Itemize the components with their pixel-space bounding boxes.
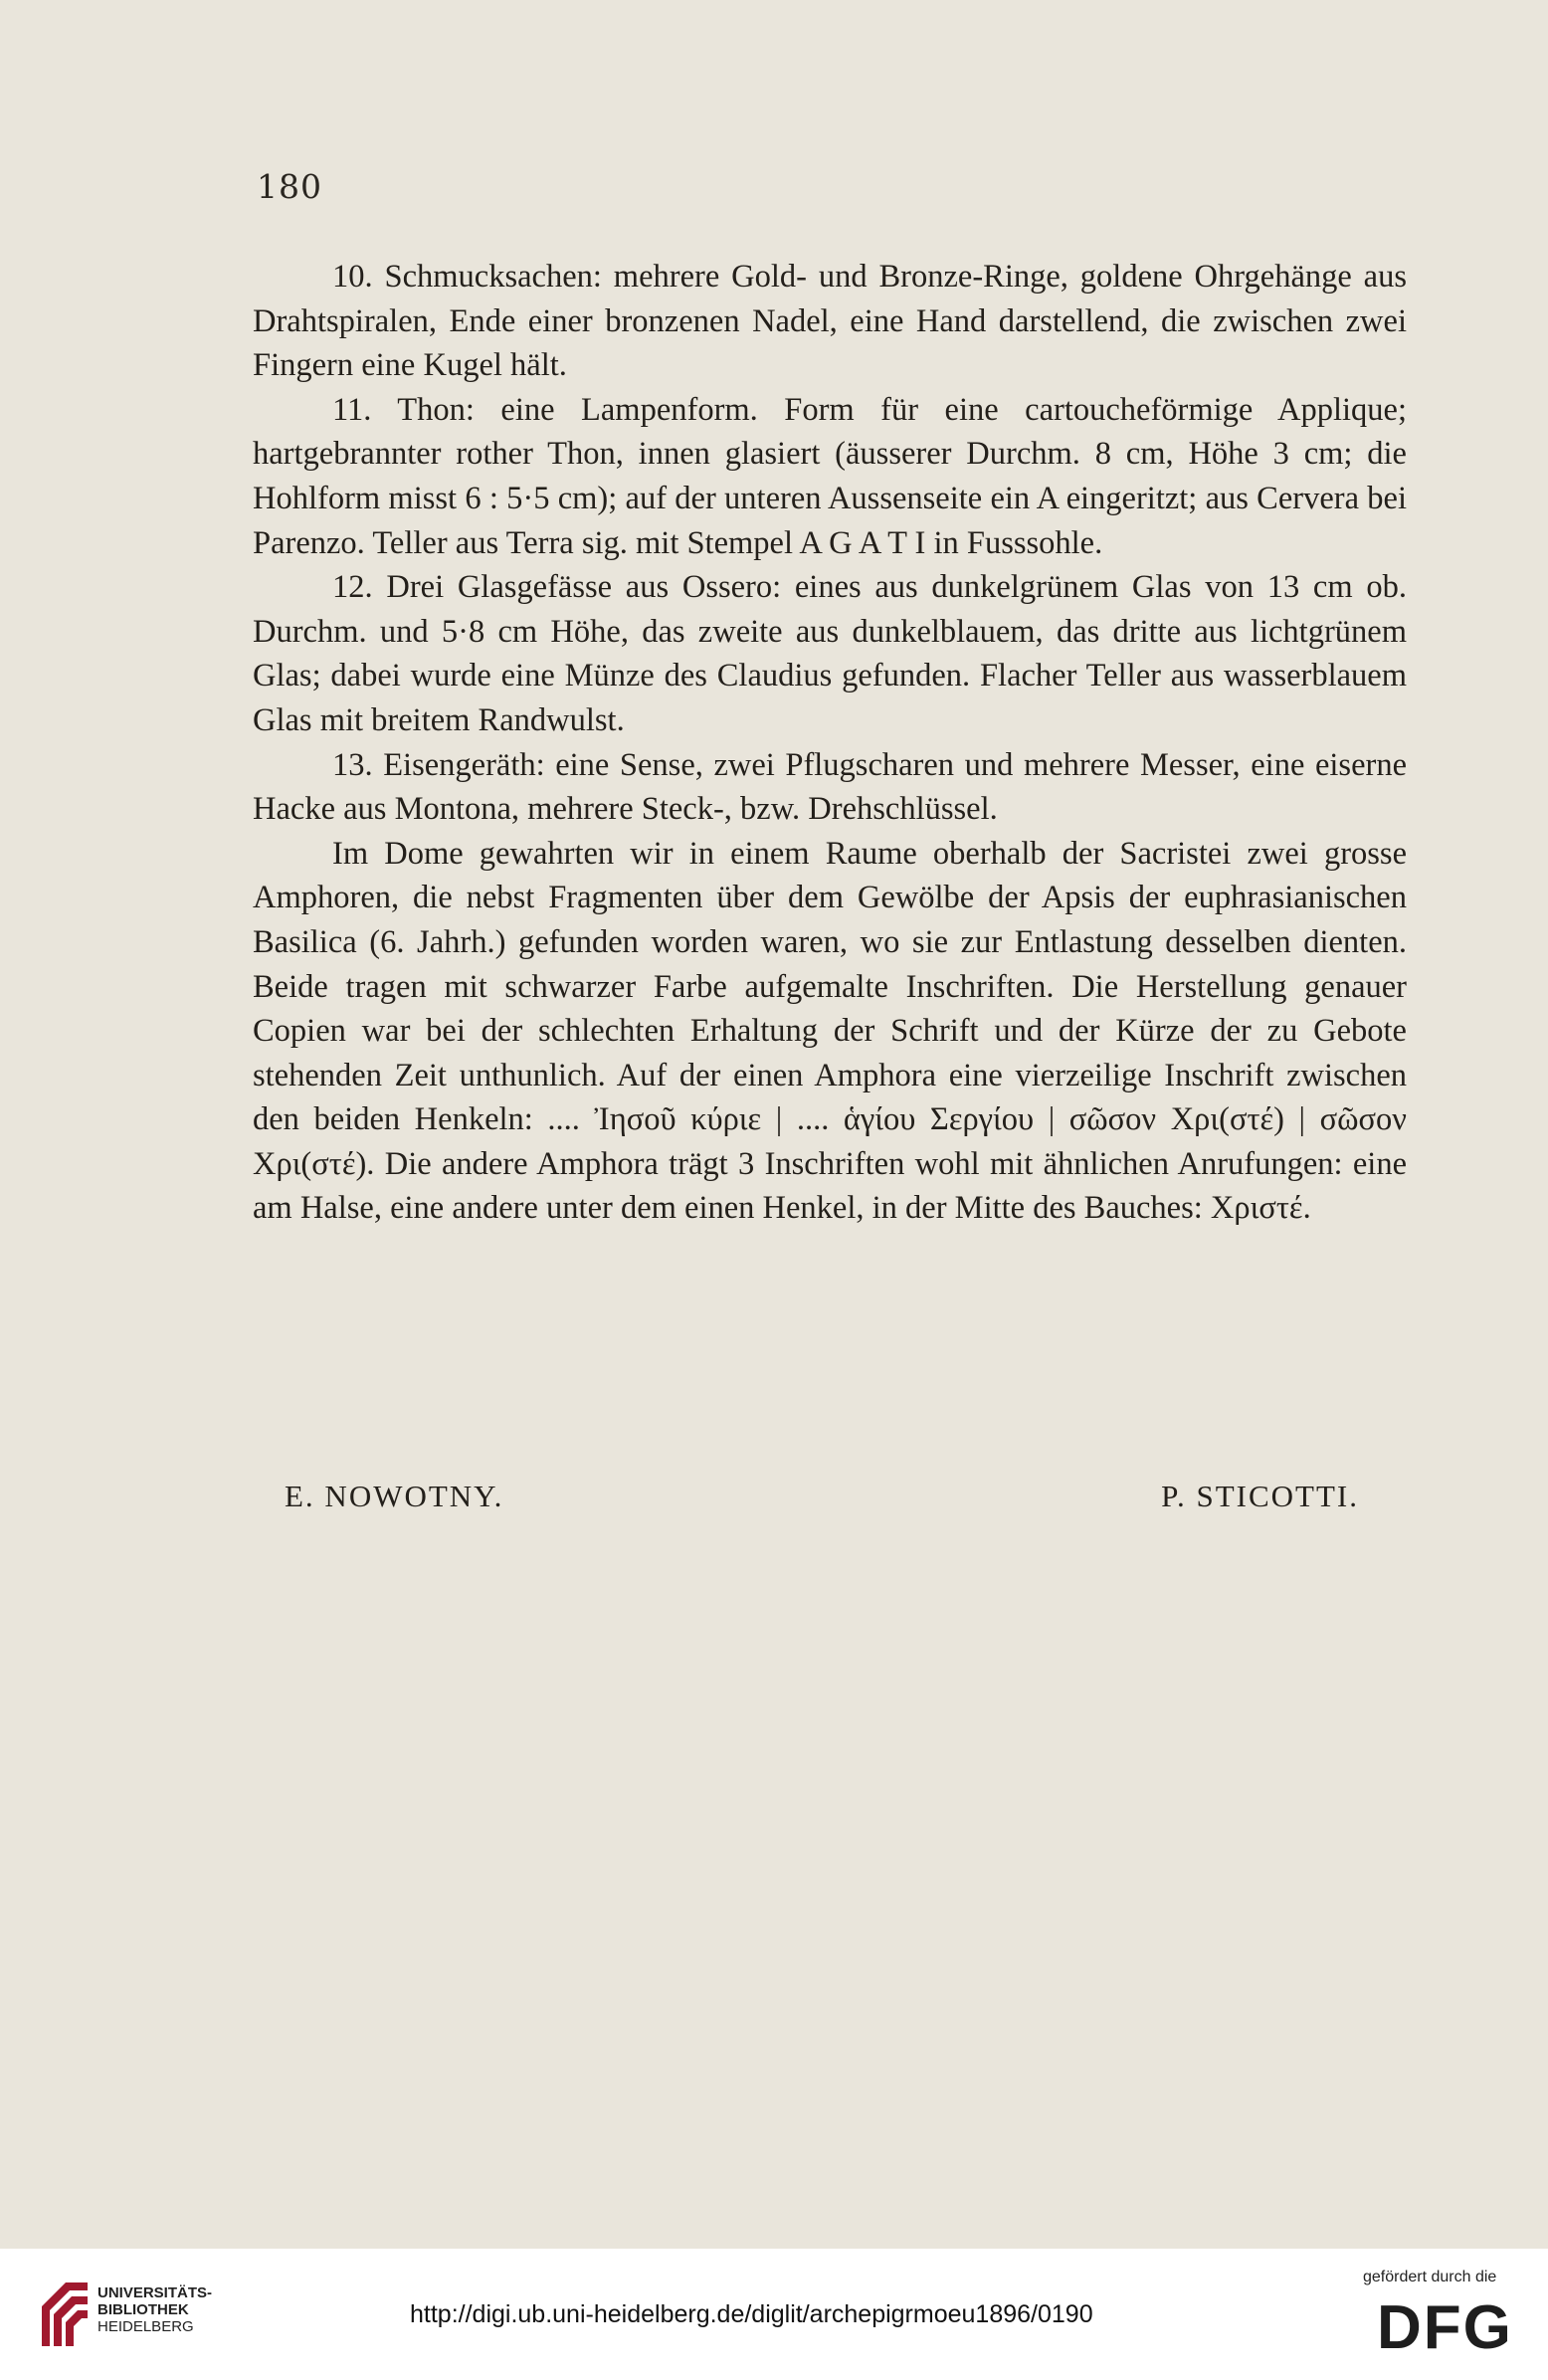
dfg-logo-icon — [1377, 2294, 1526, 2358]
library-name-line1: UNIVERSITÄTS- — [97, 2284, 213, 2301]
footer-bar — [0, 2249, 1548, 2380]
permalink-url[interactable]: http://digi.ub.uni-heidelberg.de/diglit/archepigrmoeu1896/0190 — [410, 2300, 1093, 2328]
author-right: P. STICOTTI. — [1161, 1479, 1359, 1513]
library-name-line3: HEIDELBERG — [97, 2318, 194, 2335]
author-left: E. NOWOTNY. — [285, 1479, 504, 1513]
sponsor-caption: gefördert durch die — [1363, 2269, 1497, 2285]
body-text — [253, 255, 1407, 1231]
paragraph-item-13: 13. Eisengeräth: eine Sense, zwei Pflugscharen und mehrere Messer, eine eiserne Hacke aus Montona, mehrere Steck-, bzw. Drehschlüssel. — [253, 746, 1407, 828]
paragraph-item-11: 11. Thon: eine Lampenform. Form für eine cartoucheförmige Applique; hartgebrannter rother Thon, innen glasiert (äusserer Durchm. 8 cm, Höhe 3 cm; die Hohlform misst 6 : 5·5 cm); auf der unteren Aussenseite ein A eingeritzt; aus Cervera bei Parenzo. Teller aus Terra sig. mit Stempel A G A T I in Fusssohle. — [253, 391, 1407, 561]
paragraph-item-10: 10. Schmucksachen: mehrere Gold- und Bronze-Ringe, goldene Ohrgehänge aus Drahtspiralen, Ende einer bronzenen Nadel, eine Hand darstellend, die zwischen zwei Fingern eine Kugel hält. — [253, 259, 1407, 384]
author-signatures — [285, 1479, 1359, 1514]
paragraph-amphorae: Im Dome gewahrten wir in einem Raume oberhalb der Sacristei zwei grosse Amphoren, die nebst Fragmenten über dem Gewölbe der Apsis der euphrasianischen Basilica (6. Jahrh.) gefunden worden waren, wo sie zur Entlastung desselben dienten. Beide tragen mit schwarzer Farbe aufgemalte Inschriften. Die Herstellung genauer Copien war bei der schlechten Erhaltung der Schrift und der Kürze der zu Gebote stehenden Zeit unthunlich. Auf der einen Amphora eine vierzeilige Inschrift zwischen den beiden Henkeln: .... Ἰησοῦ κύριε | .... ἁγίου Σεργίου | σῶσον Χρι(στέ) | σῶσον Χρι(στέ). Die andere Amphora trägt 3 Inschriften wohl mit ähnlichen Anrufungen: eine am Halse, eine andere unter dem einen Henkel, in der Mitte des Bauches: Χριστέ. — [253, 835, 1407, 1227]
library-name — [97, 2284, 212, 2335]
library-name-line2: BIBLIOTHEK — [97, 2301, 189, 2318]
page-number: 180 — [257, 167, 322, 206]
sponsor-block — [1363, 2269, 1532, 2368]
paragraph-item-12: 12. Drei Glasgefässe aus Ossero: eines aus dunkelgrünem Glas von 13 cm ob. Durchm. und 5·8 cm Höhe, das zweite aus dunkelblauem, das dritte aus lichtgrünem Glas; dabei wurde eine Münze des Claudius gefunden. Flacher Teller aus wasserblauem Glas mit breitem Randwulst. — [253, 569, 1407, 738]
library-logo-icon — [36, 2277, 94, 2352]
dfg-logo-text: DFG — [1377, 2294, 1513, 2358]
